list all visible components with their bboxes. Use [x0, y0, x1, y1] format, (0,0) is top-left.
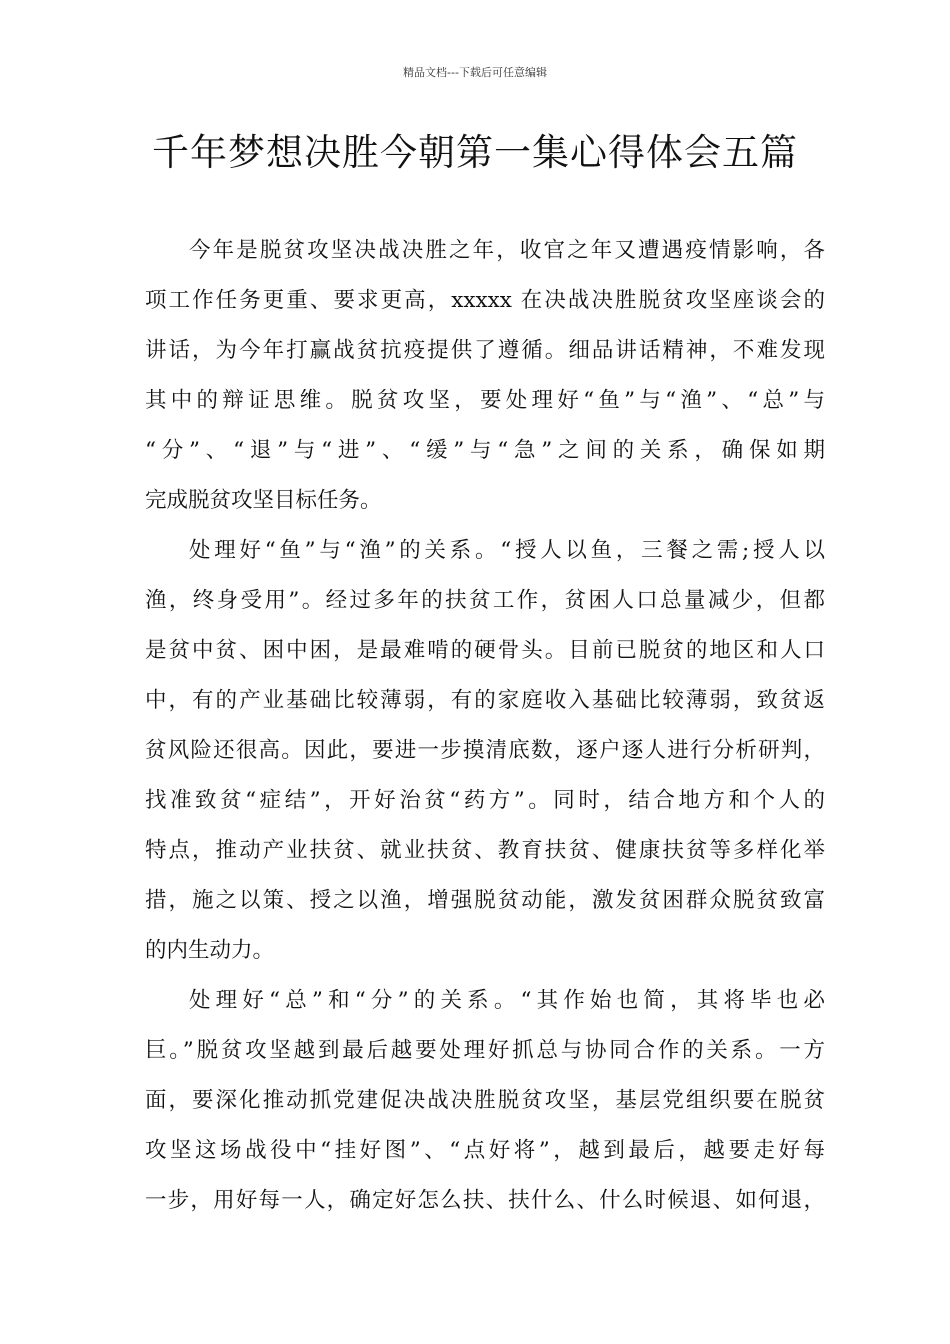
paragraph-1: [145, 226, 825, 526]
paragraph-line: 一步，用好每一人，确定好怎么扶、扶什么、什么时候退、如何退，: [145, 1188, 825, 1213]
paragraph-line: 巨。”脱贫攻坚越到最后越要处理好抓总与协同合作的关系。一方: [145, 1038, 825, 1063]
paragraph-line: 的内生动力。: [145, 938, 275, 963]
paragraph-line: 贫风险还很高。因此，要进一步摸清底数，逐户逐人进行分析研判，: [145, 738, 825, 763]
paragraph-line: 找准致贫“症结”，开好治贫“药方”。同时，结合地方和个人的: [145, 788, 825, 813]
paragraph-line: 其中的辩证思维。脱贫攻坚，要处理好“鱼”与“渔”、“总”与: [145, 388, 825, 413]
paragraph-line: 特点，推动产业扶贫、就业扶贫、教育扶贫、健康扶贫等多样化举: [145, 838, 825, 863]
paragraph-3: [145, 976, 825, 1226]
paragraph-line: 面，要深化推动抓党建促决战决胜脱贫攻坚，基层党组织要在脱贫: [145, 1088, 825, 1113]
paragraph-line: 攻坚这场战役中“挂好图”、“点好将”，越到最后，越要走好每: [145, 1138, 825, 1163]
paragraph-line: “分”、“退”与“进”、“缓”与“急”之间的关系，确保如期: [145, 438, 825, 463]
paragraph-2: [145, 526, 825, 976]
document-body: [145, 226, 825, 1226]
paragraph-line: 渔，终身受用”。经过多年的扶贫工作，贫困人口总量减少，但都: [145, 588, 825, 613]
paragraph-line: 中，有的产业基础比较薄弱，有的家庭收入基础比较薄弱，致贫返: [145, 688, 825, 713]
paragraph-line: 项工作任务更重、要求更高，xxxxx 在决战决胜脱贫攻坚座谈会的: [145, 288, 825, 313]
paragraph-line: 讲话，为今年打赢战贫抗疫提供了遵循。细品讲话精神，不难发现: [145, 338, 825, 363]
paragraph-line: 处理好“鱼”与“渔”的关系。“授人以鱼，三餐之需;授人以: [189, 538, 825, 563]
paragraph-line: 是贫中贫、困中困，是最难啃的硬骨头。目前已脱贫的地区和人口: [145, 638, 825, 663]
paragraph-line: 完成脱贫攻坚目标任务。: [145, 488, 382, 513]
document-title: 千年梦想决胜今朝第一集心得体会五篇: [152, 131, 798, 174]
paragraph-line: 处理好“总”和“分”的关系。“其作始也简，其将毕也必: [189, 988, 825, 1013]
page-header: 精品文档---下载后可任意编辑: [403, 66, 547, 79]
paragraph-line: 措，施之以策、授之以渔，增强脱贫动能，激发贫困群众脱贫致富: [145, 888, 825, 913]
paragraph-line: 今年是脱贫攻坚决战决胜之年，收官之年又遭遇疫情影响，各: [189, 238, 825, 263]
